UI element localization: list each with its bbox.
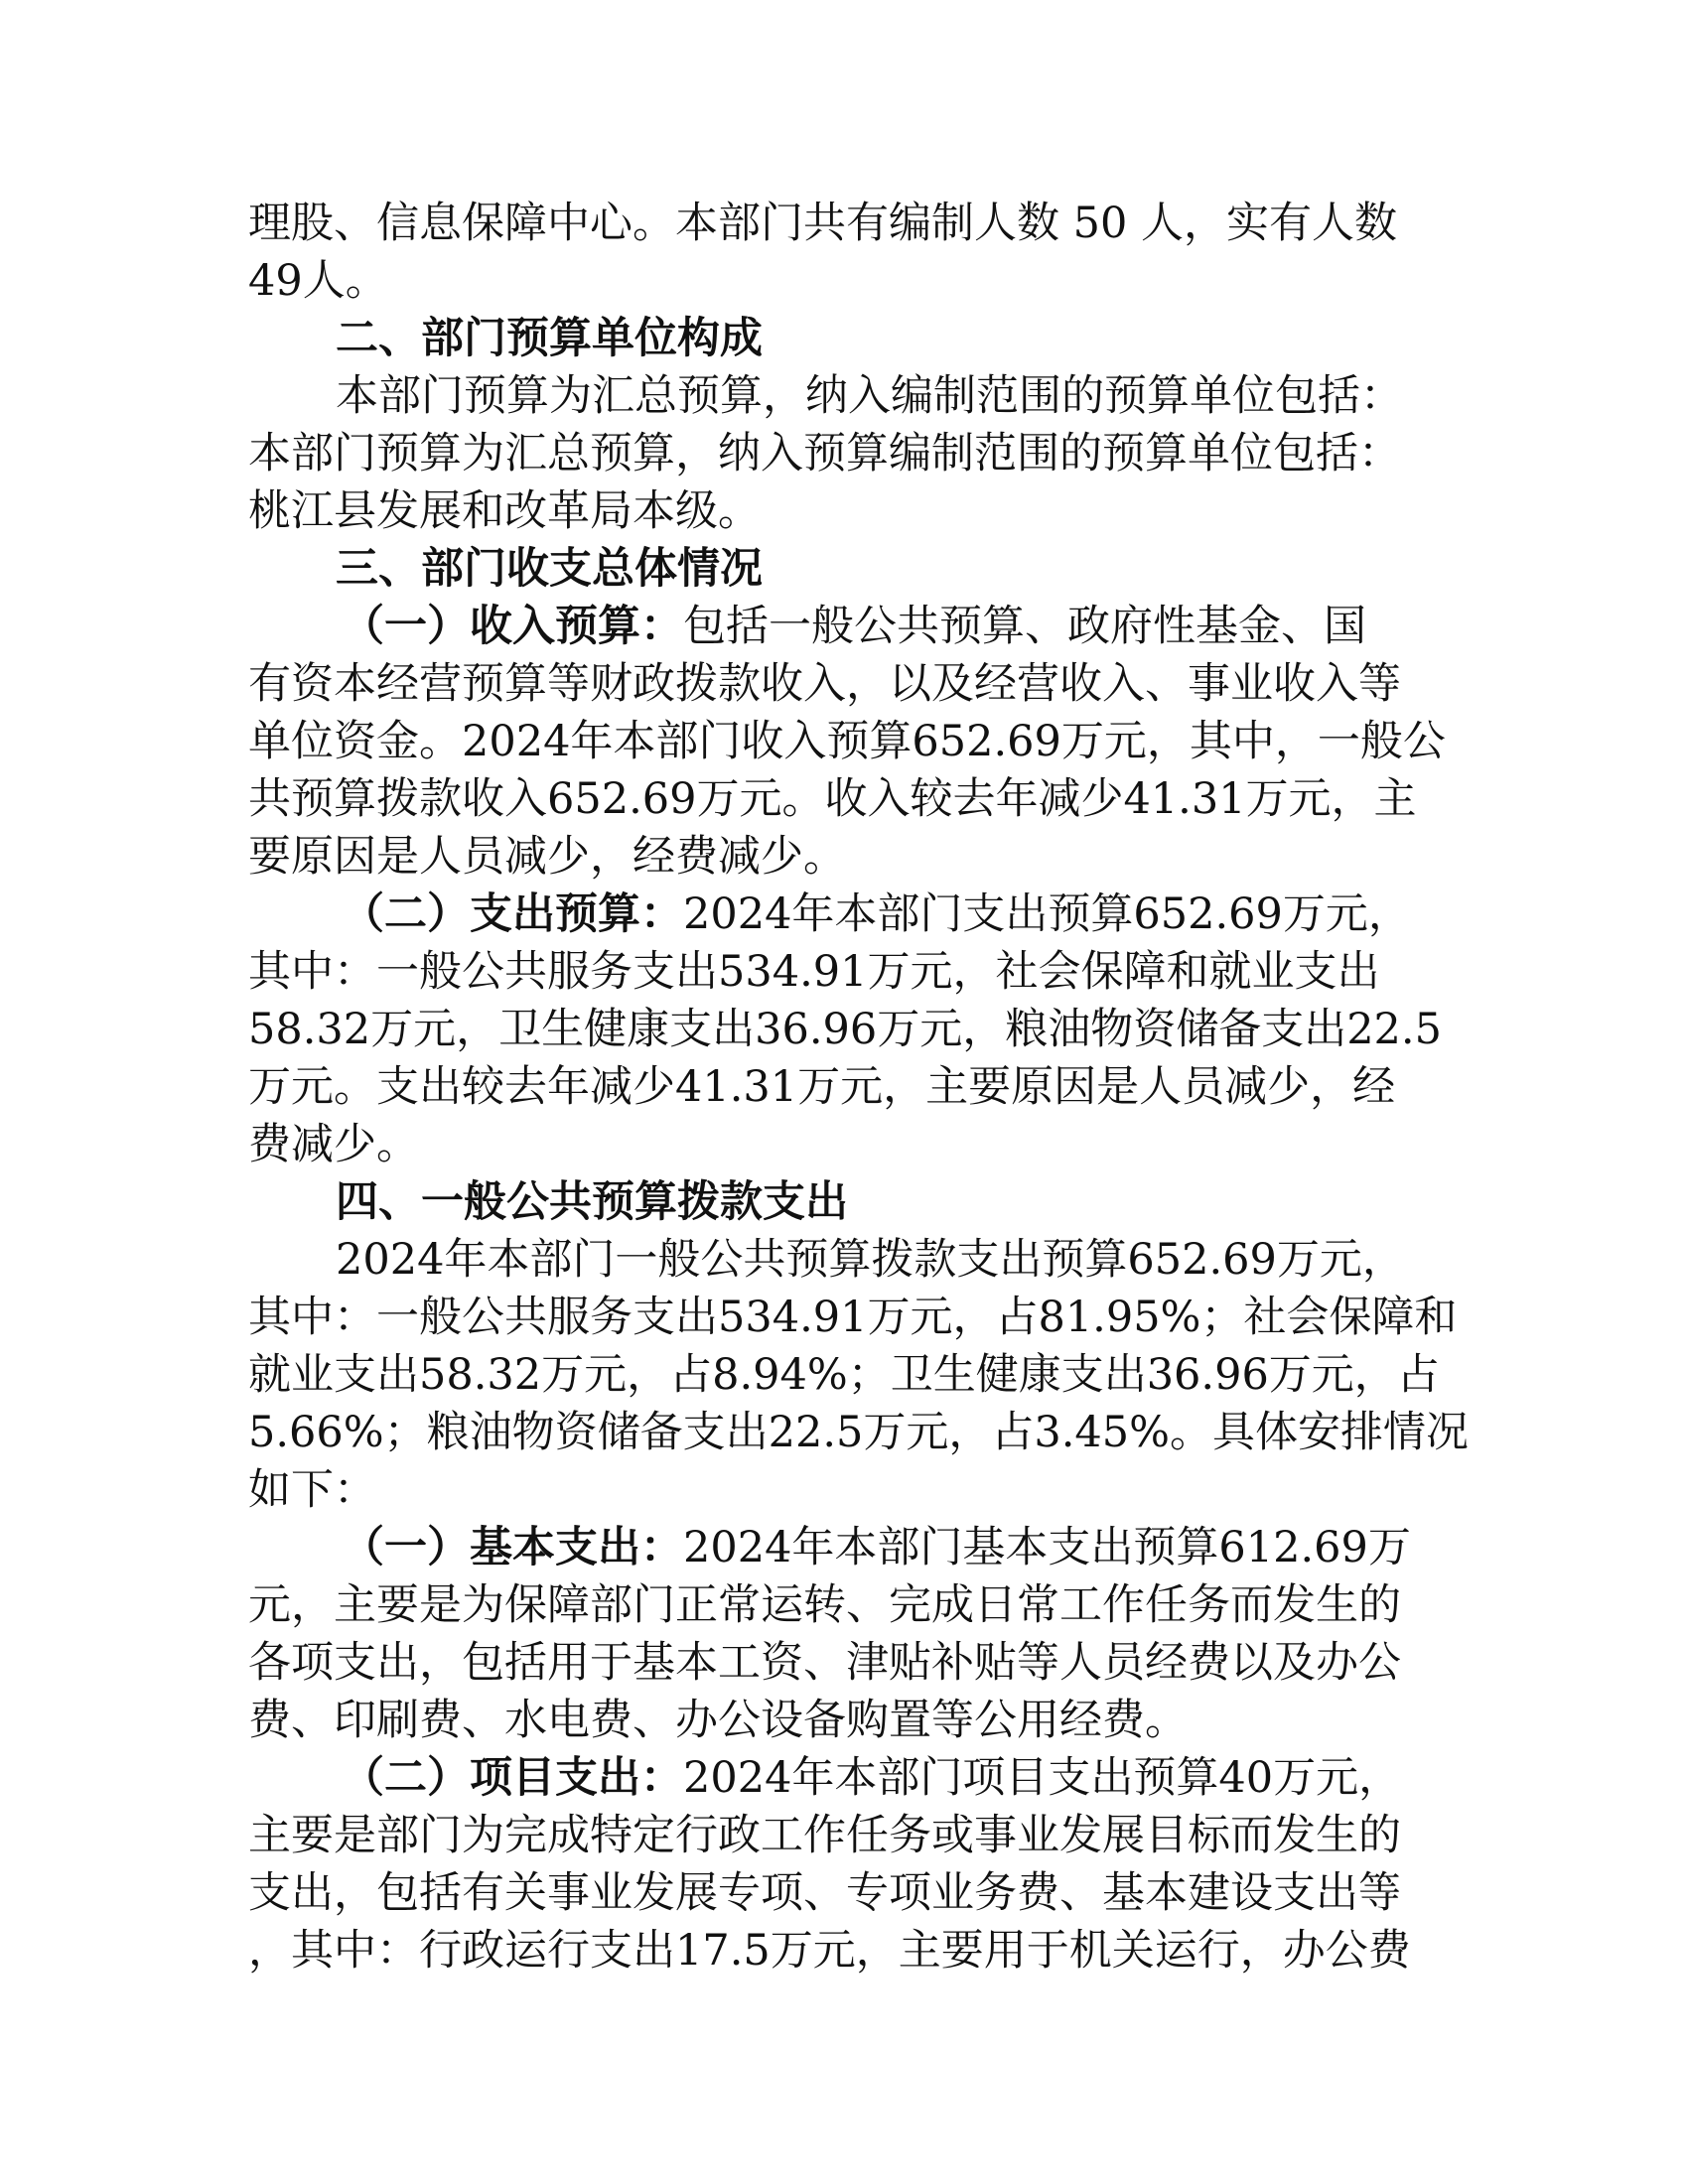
text-line: 本部门预算为汇总预算，纳入预算编制范围的预算单位包括： [248,429,1401,478]
text-line: 要原因是人员减少，经费减少。 [248,832,846,882]
text-line: 理股、信息保障中心。本部门共有编制人数 50 人，实有人数 [248,199,1398,248]
text-line [248,1749,1440,1807]
text-line: 支出，包括有关事业发展专项、专项业务费、基本建设支出等 [248,1868,1401,1918]
section-heading: 四、一般公共预算拨款支出 [336,1177,848,1227]
text-line: 5.66%；粮油物资储备支出22.5万元，占3.45%。具体安排情况 [248,1408,1469,1457]
subsection-label: （一）基本支出： [342,1523,683,1572]
text-line: 共预算拨款收入652.69万元。收入较去年减少41.31万元，主 [248,774,1417,824]
subsection-label: （一）收入预算： [342,602,683,651]
text-line: 2024年本部门一般公共预算拨款支出预算652.69万元， [336,1235,1405,1285]
text-line: 就业支出58.32万元，占8.94%；卫生健康支出36.96万元，占 [248,1350,1440,1400]
text-line: 主要是部门为完成特定行政工作任务或事业发展目标而发生的 [248,1811,1401,1860]
text-line: 费减少。 [248,1120,419,1169]
text-line: ，其中：行政运行支出17.5万元，主要用于机关运行，办公费 [248,1926,1411,1976]
text-run: 2024年本部门支出预算652.69万元， [683,889,1411,939]
text-line [248,1519,1440,1576]
section-heading: 三、部门收支总体情况 [336,544,763,594]
text-line: 费、印刷费、水电费、办公设备购置等公用经费。 [248,1696,1188,1745]
subsection-label: （二）项目支出： [342,1753,683,1803]
subsection-label: （二）支出预算： [342,889,683,939]
text-line: 各项支出，包括用于基本工资、津贴补贴等人员经费以及办公 [248,1638,1401,1688]
text-line: 单位资金。2024年本部门收入预算652.69万元，其中，一般公 [248,717,1446,766]
text-line: 其中：一般公共服务支出534.91万元，社会保障和就业支出 [248,947,1380,997]
text-run: 包括一般公共预算、政府性基金、国 [683,602,1366,651]
document-page [248,195,1469,1979]
text-line: 49人。 [248,256,388,306]
text-line [248,886,1440,943]
text-line: 桃江县发展和改革局本级。 [248,486,761,536]
text-line: 元，主要是为保障部门正常运转、完成日常工作任务而发生的 [248,1580,1401,1630]
text-line: 万元。支出较去年减少41.31万元，主要原因是人员减少，经 [248,1062,1396,1112]
text-line: 有资本经营预算等财政拨款收入，以及经营收入、事业收入等 [248,659,1401,709]
text-line: 如下： [248,1465,376,1515]
section-heading: 二、部门预算单位构成 [336,314,763,363]
text-run: 2024年本部门基本支出预算612.69万 [683,1523,1411,1572]
text-line [248,598,1440,655]
text-line: 其中：一般公共服务支出534.91万元，占81.95%；社会保障和 [248,1293,1458,1342]
text-run: 2024年本部门项目支出预算40万元， [683,1753,1402,1803]
text-line: 58.32万元，卫生健康支出36.96万元，粮油物资储备支出22.5 [248,1005,1442,1054]
text-line: 本部门预算为汇总预算，纳入编制范围的预算单位包括： [336,371,1403,421]
